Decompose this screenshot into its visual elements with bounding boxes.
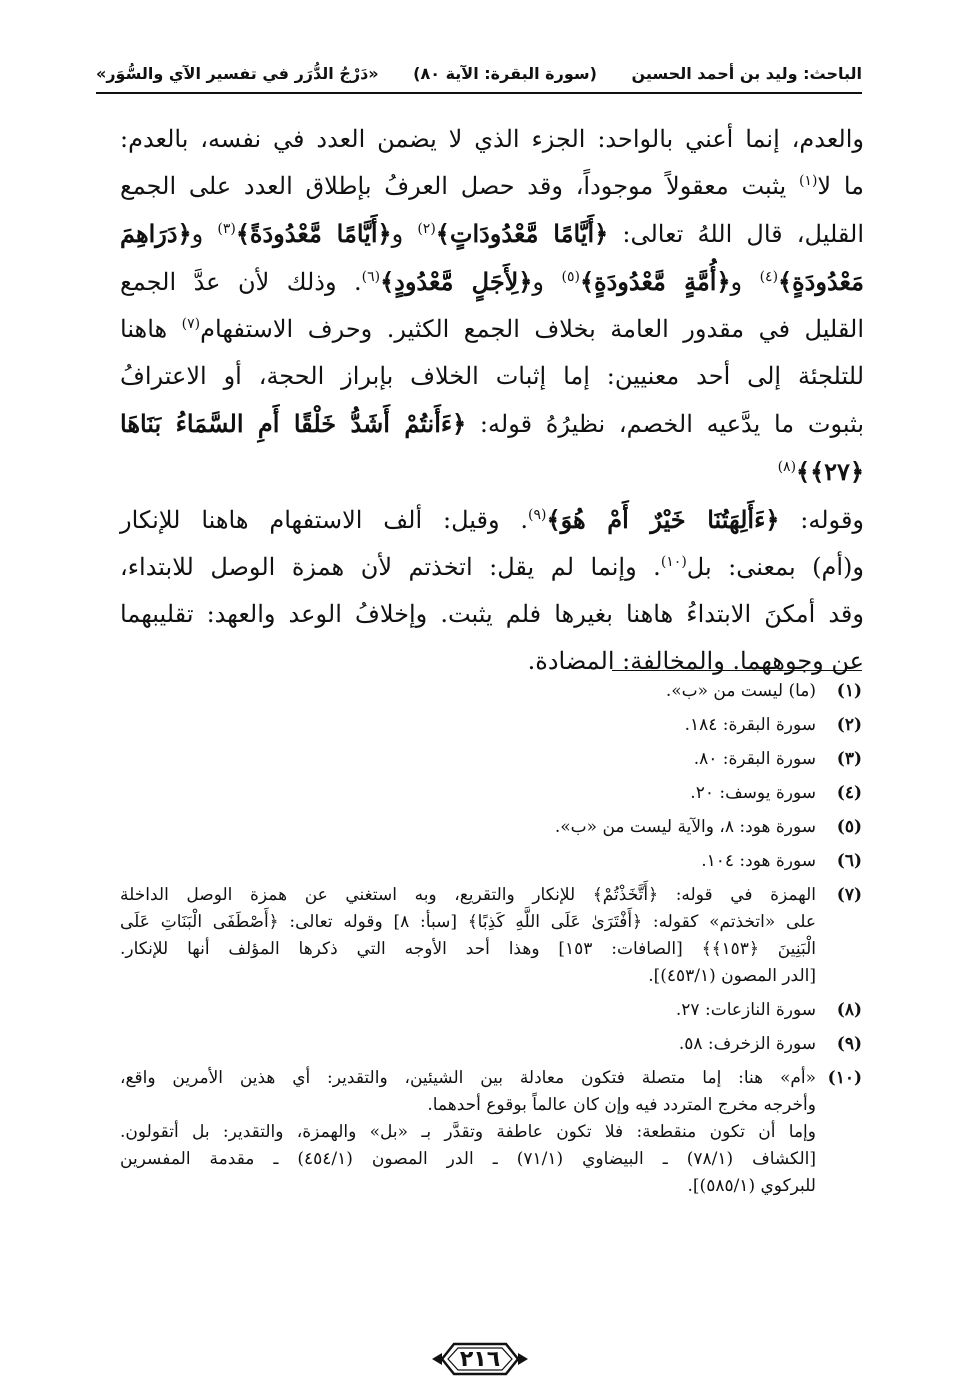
footnote-item: [120, 882, 862, 990]
body-line: للتلجئة إلى أحد معنيين: إما إثبات الخلاف بإبراز الحجة، أو الاعترافُ: [120, 362, 864, 390]
footnote-line: سورة النازعات: ٢٧.: [675, 1000, 816, 1020]
main-text: [120, 116, 864, 685]
body-line: القليل في مقدور العامة بخلاف الجمع الكثير. وحرف الاستفهام$^{(٧)}$ هاهنا: [120, 315, 865, 343]
footnote-item: [120, 1065, 862, 1200]
footnote-text: [120, 678, 816, 705]
running-header: [96, 56, 862, 90]
footnote-text: [120, 1065, 816, 1200]
footnote-line: الْبَنِينَ ﴿١٥٣﴾﴾ [الصافات: ١٥٣] وهذا أحد الأوجه التي ذكرها المؤلف أنها للإنكار.: [120, 939, 816, 959]
footnote-number: (١): [836, 681, 862, 701]
footnote-item: [120, 712, 862, 739]
header-author: الباحث: وليد بن أحمد الحسين: [631, 63, 862, 83]
footnote-line: [الكشاف (٧٨/١) ـ البيضاوي (٧١/١) ـ الدر المصون (٤٥٤/١) ـ مقدمة المفسرين: [120, 1149, 816, 1169]
footnote-line: (ما) ليست من «ب».: [665, 681, 816, 701]
footnote-separator: [612, 670, 862, 671]
footnote-item: [120, 780, 862, 807]
footnote-line: سورة يوسف: ٢٠.: [690, 783, 816, 803]
footnote-line: سورة البقرة: ١٨٤.: [684, 715, 816, 735]
footnote-text: [120, 712, 816, 739]
body-line: ما لا$^{(١)}$ يثبت معقولاً موجوداً، وقد حصل العرفُ بإطلاق العدد على الجمع: [120, 172, 865, 200]
footnote-line: سورة البقرة: ٨٠.: [693, 749, 816, 769]
footnote-text: [120, 1031, 816, 1058]
footnote-text: [120, 997, 816, 1024]
footnote-number: (١٠): [827, 1068, 862, 1088]
footnote-item: [120, 814, 862, 841]
body-line: وقوله: ﴿ءَأَلِهَتُنَا خَيْرٌ أَمْ هُوَ﴾$^{(٩)}$. وقيل: ألف الاستفهام هاهنا للإنكار: [120, 505, 865, 534]
footnote-item: [120, 848, 862, 875]
body-line: وقد أمكنَ الابتداءُ هاهنا بغيرها فلم يثبت. وإخلافُ الوعد والعهد: تقليبهما: [120, 600, 864, 628]
body-line: بثبوت ما يدَّعيه الخصم، نظيرُهُ قوله: ﴿ءَأَنتُمْ أَشَدُّ خَلْقًا أَمِ السَّمَاءُ بَنَاهَا ﴿٢٧﴾﴾$^{(٨)}$: [120, 409, 865, 486]
header-book-title: «دَرْجُ الدُّرَر في تفسير الآي والسُّوَر»: [96, 63, 379, 83]
footnote-line: سورة هود: ٨، والآية ليست من «ب».: [554, 817, 816, 837]
footnote-number: (٨): [836, 1000, 862, 1020]
footnote-line: سورة الزخرف: ٥٨.: [678, 1034, 816, 1054]
footnote-item: [120, 678, 862, 705]
footnote-line: [الدر المصون (٤٥٣/١)].: [648, 966, 816, 986]
body-line: عن وجوههما. والمخالفة: المضادة.: [527, 647, 864, 675]
body-line: و(أم) بمعنى: بل$^{(١٠)}$. وإنما لم يقل: اتخذتم لأن همزة الوصل للابتداء،: [120, 553, 864, 581]
footnote-number: (٤): [836, 783, 862, 803]
page-number: ٢١٦: [459, 1346, 501, 1372]
footnote-item: [120, 997, 862, 1024]
footnote-number: (٦): [836, 851, 862, 871]
header-surah-reference: (سورة البقرة: الآية ٨٠): [413, 63, 597, 83]
footnotes: [120, 678, 862, 1207]
body-line: مَعْدُودَةٍ﴾$^{(٤)}$ و﴿أُمَّةٍ مَّعْدُودَةٍ﴾$^{(٥)}$ و﴿لِأَجَلٍ مَّعْدُودٍ﴾$^{(٦)}$. وذلك لأن عدَّ الجمع: [120, 267, 864, 296]
footnote-text: [120, 814, 816, 841]
footnote-text: [120, 780, 816, 807]
body-line: والعدم، إنما أعني بالواحد: الجزء الذي لا يضمن العدد في نفسه، بالعدم:: [120, 125, 864, 153]
footnote-number: (٢): [836, 715, 862, 735]
footnote-line: «أم» هنا: إما متصلة فتكون معادلة بين الشيئين، والتقدير: أي هذين الأمرين واقع،: [120, 1068, 816, 1088]
footnote-number: (٩): [836, 1034, 862, 1054]
footnote-line: وأخرجه مخرج المتردد فيه وإن كان عالماً بوقوع أحدهما.: [427, 1095, 816, 1115]
footnote-text: [120, 746, 816, 773]
footnote-item: [120, 1031, 862, 1058]
footnote-text: [120, 848, 816, 875]
footnote-line: وإما أن تكون منقطعة: فلا تكون عاطفة وتقدَّر بـ «بل» والهمزة، والتقدير: بل أتقولون.: [120, 1122, 816, 1142]
footnote-number: (٥): [836, 817, 862, 837]
footnote-text: [120, 882, 816, 990]
footnote-line: سورة هود: ١٠٤.: [701, 851, 816, 871]
footnote-line: الهمزة في قوله: ﴿أَتَّخَذْتُمْ﴾ للإنكار والتقريع، وبه استغني عن همزة الوصل الداخلة: [120, 885, 816, 905]
footnote-item: [120, 746, 862, 773]
header-rule: [96, 92, 862, 94]
body-line: القليل، قال اللهُ تعالى: ﴿أَيَّامًا مَّعْدُودَاتٍ﴾$^{(٢)}$ و﴿أَيَّامًا مَّعْدُودَةً﴾$^{(٣)}$ و﴿دَرَاهِمَ: [120, 219, 865, 248]
footnote-line: للبركوي (٥٨٥/١)].: [687, 1176, 816, 1196]
page-number-cartouche: [430, 1338, 530, 1380]
footnote-number: (٣): [836, 749, 862, 769]
footnote-line: على «اتخذتم» كقوله: ﴿أَفْتَرَىٰ عَلَى اللَّهِ كَذِبًا﴾ [سبأ: ٨] وقوله تعالى: ﴿أَصْطَفَى الْبَنَاتِ عَلَى: [120, 912, 816, 932]
footnote-number: (٧): [836, 885, 862, 905]
